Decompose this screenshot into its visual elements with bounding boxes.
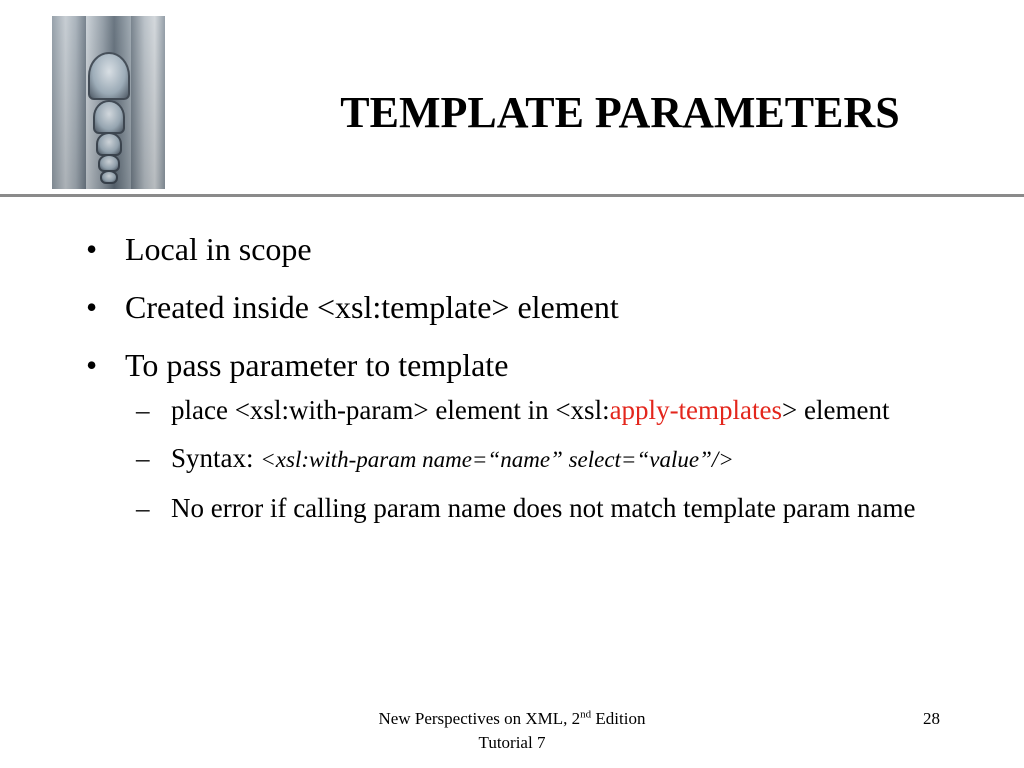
syntax-label: Syntax: xyxy=(171,443,261,473)
bullet-text: Local in scope xyxy=(125,231,312,267)
footer-book-title: New Perspectives on XML, 2 xyxy=(378,709,581,728)
bullet-text: To pass parameter to template xyxy=(125,347,509,383)
syntax-code: <xsl:with-param name=“name” select=“value”/> xyxy=(260,447,734,472)
bullet-list xyxy=(86,230,966,536)
footer-line-1 xyxy=(0,707,1024,731)
slide-footer xyxy=(0,707,1024,755)
bullet-item xyxy=(86,288,966,326)
footer-edition: Edition xyxy=(591,709,646,728)
sub-bullet-mark: – xyxy=(136,443,150,473)
page-number: 28 xyxy=(923,709,940,728)
sub-bullet-item xyxy=(136,488,966,528)
sub-bullet-mark: – xyxy=(136,395,150,425)
bullet-text: Created inside <xsl:template> element xyxy=(125,289,619,325)
sub-bullet-item xyxy=(136,390,966,430)
bullet-mark: • xyxy=(86,231,98,267)
highlighted-keyword: apply-templates xyxy=(609,395,783,425)
bullet-item xyxy=(86,346,966,384)
slide-title: TEMPLATE PARAMETERS xyxy=(340,88,900,137)
sub-bullet-text-end: > element xyxy=(782,395,890,425)
sub-bullet-mark: – xyxy=(136,493,150,523)
bullet-item xyxy=(86,230,966,268)
bullet-mark: • xyxy=(86,347,98,383)
footer-line-2: Tutorial 7 xyxy=(478,733,546,752)
footer-superscript: nd xyxy=(580,708,592,721)
title-divider xyxy=(0,194,1024,197)
sub-bullet-text: No error if calling param name does not match template param name xyxy=(171,493,916,523)
bullet-mark: • xyxy=(86,289,98,325)
sub-bullet-text: place <xsl:with-param> element in <xsl: xyxy=(171,395,610,425)
sub-bullet-item xyxy=(136,438,966,480)
